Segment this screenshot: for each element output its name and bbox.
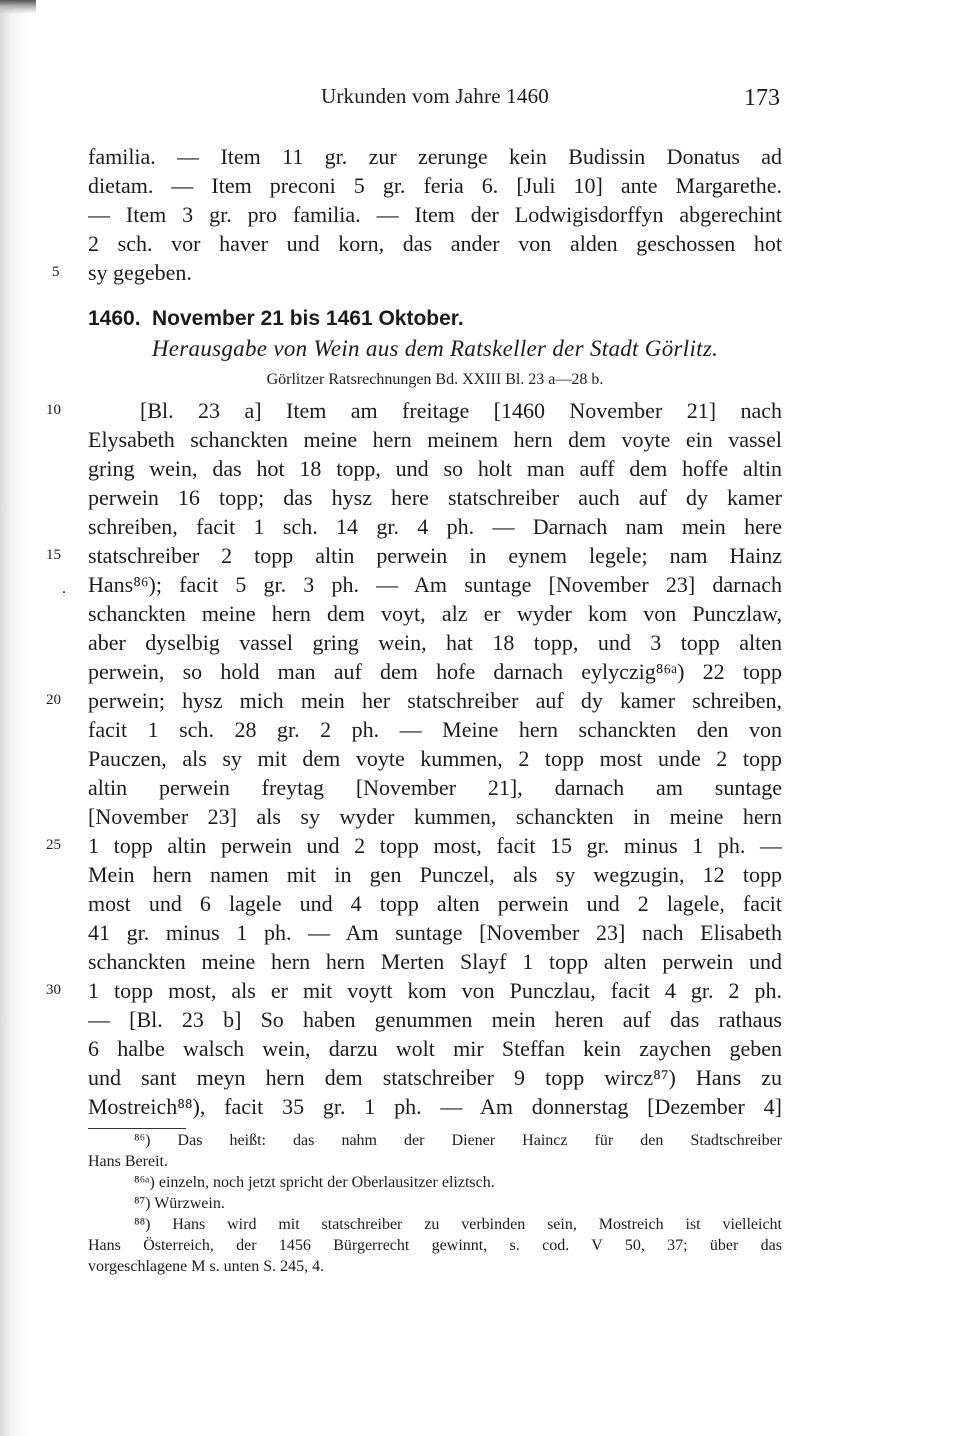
line-number: 20 [46, 692, 61, 708]
text-line: sy gegeben. [88, 260, 192, 285]
text-line: [November 23] als sy wyder kummen, schanckten in meine hern [88, 804, 782, 829]
text-line: 41 gr. minus 1 ph. — Am suntage [November 23] nach Elisabeth [88, 920, 782, 945]
line-number: 5 [52, 264, 60, 280]
text-line: perwein, so hold man auf dem hofe darnach eylyczig⁸⁶ᵃ) 22 topp [88, 659, 782, 684]
text-line: dietam. — Item preconi 5 gr. feria 6. [Juli 10] ante Margarethe. [88, 173, 782, 198]
text-line: facit 1 sch. 28 gr. 2 ph. — Meine hern schanckten den von [88, 717, 782, 742]
text-line: Elysabeth schanckten meine hern meinem hern dem voyte ein vassel [88, 427, 782, 452]
text-line: Mostreich⁸⁸), facit 35 gr. 1 ph. — Am donnerstag [Dezember 4] [88, 1094, 782, 1119]
footnote: ⁸⁶ᵃ) einzeln, noch jetzt spricht der Oberlausitzer eliztsch. [134, 1174, 495, 1191]
text-line: Mein hern namen mit in gen Punczel, als sy wegzugin, 12 topp [88, 862, 782, 887]
text-line: perwein 16 topp; das hysz here statschreiber auch auf dy kamer [88, 485, 782, 510]
text-line: Pauczen, als sy mit dem voyte kummen, 2 topp most unde 2 topp [88, 746, 782, 771]
line-number: 25 [46, 837, 61, 853]
text-line: und sant meyn hern dem statschreiber 9 topp wircz⁸⁷) Hans zu [88, 1065, 782, 1090]
text-line: most und 6 lagele und 4 topp alten perwein und 2 lagele, facit [88, 891, 782, 916]
footnote-rule [88, 1128, 186, 1129]
text-line: 1 topp altin perwein und 2 topp most, facit 15 gr. minus 1 ph. — [88, 833, 782, 858]
text-line: 2 sch. vor haver und korn, das ander von alden geschossen hot [88, 231, 782, 256]
text-line: [Bl. 23 a] Item am freitage [1460 November 21] nach [140, 398, 782, 423]
footnote: Hans Österreich, der 1456 Bürgerrecht gewinnt, s. cod. V 50, 37; über das [88, 1237, 782, 1254]
footnote: ⁸⁶) Das heißt: das nahm der Diener Haincz für den Stadtschreiber [134, 1132, 782, 1149]
text-line: perwein; hysz mich mein her statschreiber auf dy kamer schreiben, [88, 688, 782, 713]
entry-title: Herausgabe von Wein aus dem Ratskeller der Stadt Görlitz. [151, 336, 719, 361]
footnote: ⁸⁷) Würzwein. [134, 1195, 225, 1212]
entry-date: 1460. [88, 307, 141, 330]
text-line: statschreiber 2 topp altin perwein in eynem legele; nam Hainz [88, 543, 782, 568]
entry-heading [88, 303, 782, 335]
running-head: Urkunden vom Jahre 1460 [321, 84, 549, 108]
page-number: 173 [744, 85, 780, 111]
text-line: familia. — Item 11 gr. zur zerunge kein Budissin Donatus ad [88, 144, 782, 169]
text-line: schanckten meine hern dem voyt, alz er wyder kom von Punczlaw, [88, 601, 782, 626]
scan-corner-shadow [0, 0, 36, 14]
line-number: 10 [46, 402, 61, 418]
scan-edge-shadow [0, 0, 30, 1436]
line-number: 15 [46, 547, 61, 563]
text-line: — [Bl. 23 b] So haben genummen mein heren auf das rathaus [88, 1007, 782, 1032]
footnote: vorgeschlagene M s. unten S. 245, 4. [88, 1258, 325, 1275]
line-number: 30 [46, 982, 61, 998]
text-line: altin perwein freytag [November 21], darnach am suntage [88, 775, 782, 800]
text-line: schreiben, facit 1 sch. 14 gr. 4 ph. — Darnach nam mein here [88, 514, 782, 539]
text-line: 1 topp most, als er mit voytt kom von Punczlau, facit 4 gr. 2 ph. [88, 978, 782, 1003]
page-header [88, 78, 782, 114]
text-line: Hans⁸⁶); facit 5 gr. 3 ph. — Am suntage [November 23] darnach [88, 572, 782, 597]
text-line: 6 halbe walsch wein, darzu wolt mir Steffan kein zaychen geben [88, 1036, 782, 1061]
text-line: — Item 3 gr. pro familia. — Item der Lodwigisdorffyn abgerechint [88, 202, 782, 227]
text-line: schanckten meine hern hern Merten Slayf 1 topp alten perwein und [88, 949, 782, 974]
margin-dot: . [62, 580, 66, 597]
text-line: gring wein, das hot 18 topp, und so holt man auff dem hoffe altin [88, 456, 782, 481]
footnote: Hans Bereit. [88, 1153, 168, 1170]
entry-source: Görlitzer Ratsrechnungen Bd. XXIII Bl. 23 a—28 b. [266, 371, 604, 388]
footnote: ⁸⁸) Hans wird mit statschreiber zu verbinden sein, Mostreich ist vielleicht [134, 1216, 782, 1233]
text-line: aber dyselbig vassel gring wein, hat 18 topp, und 3 topp alten [88, 630, 782, 655]
entry-range: November 21 bis 1461 Oktober. [152, 307, 464, 330]
